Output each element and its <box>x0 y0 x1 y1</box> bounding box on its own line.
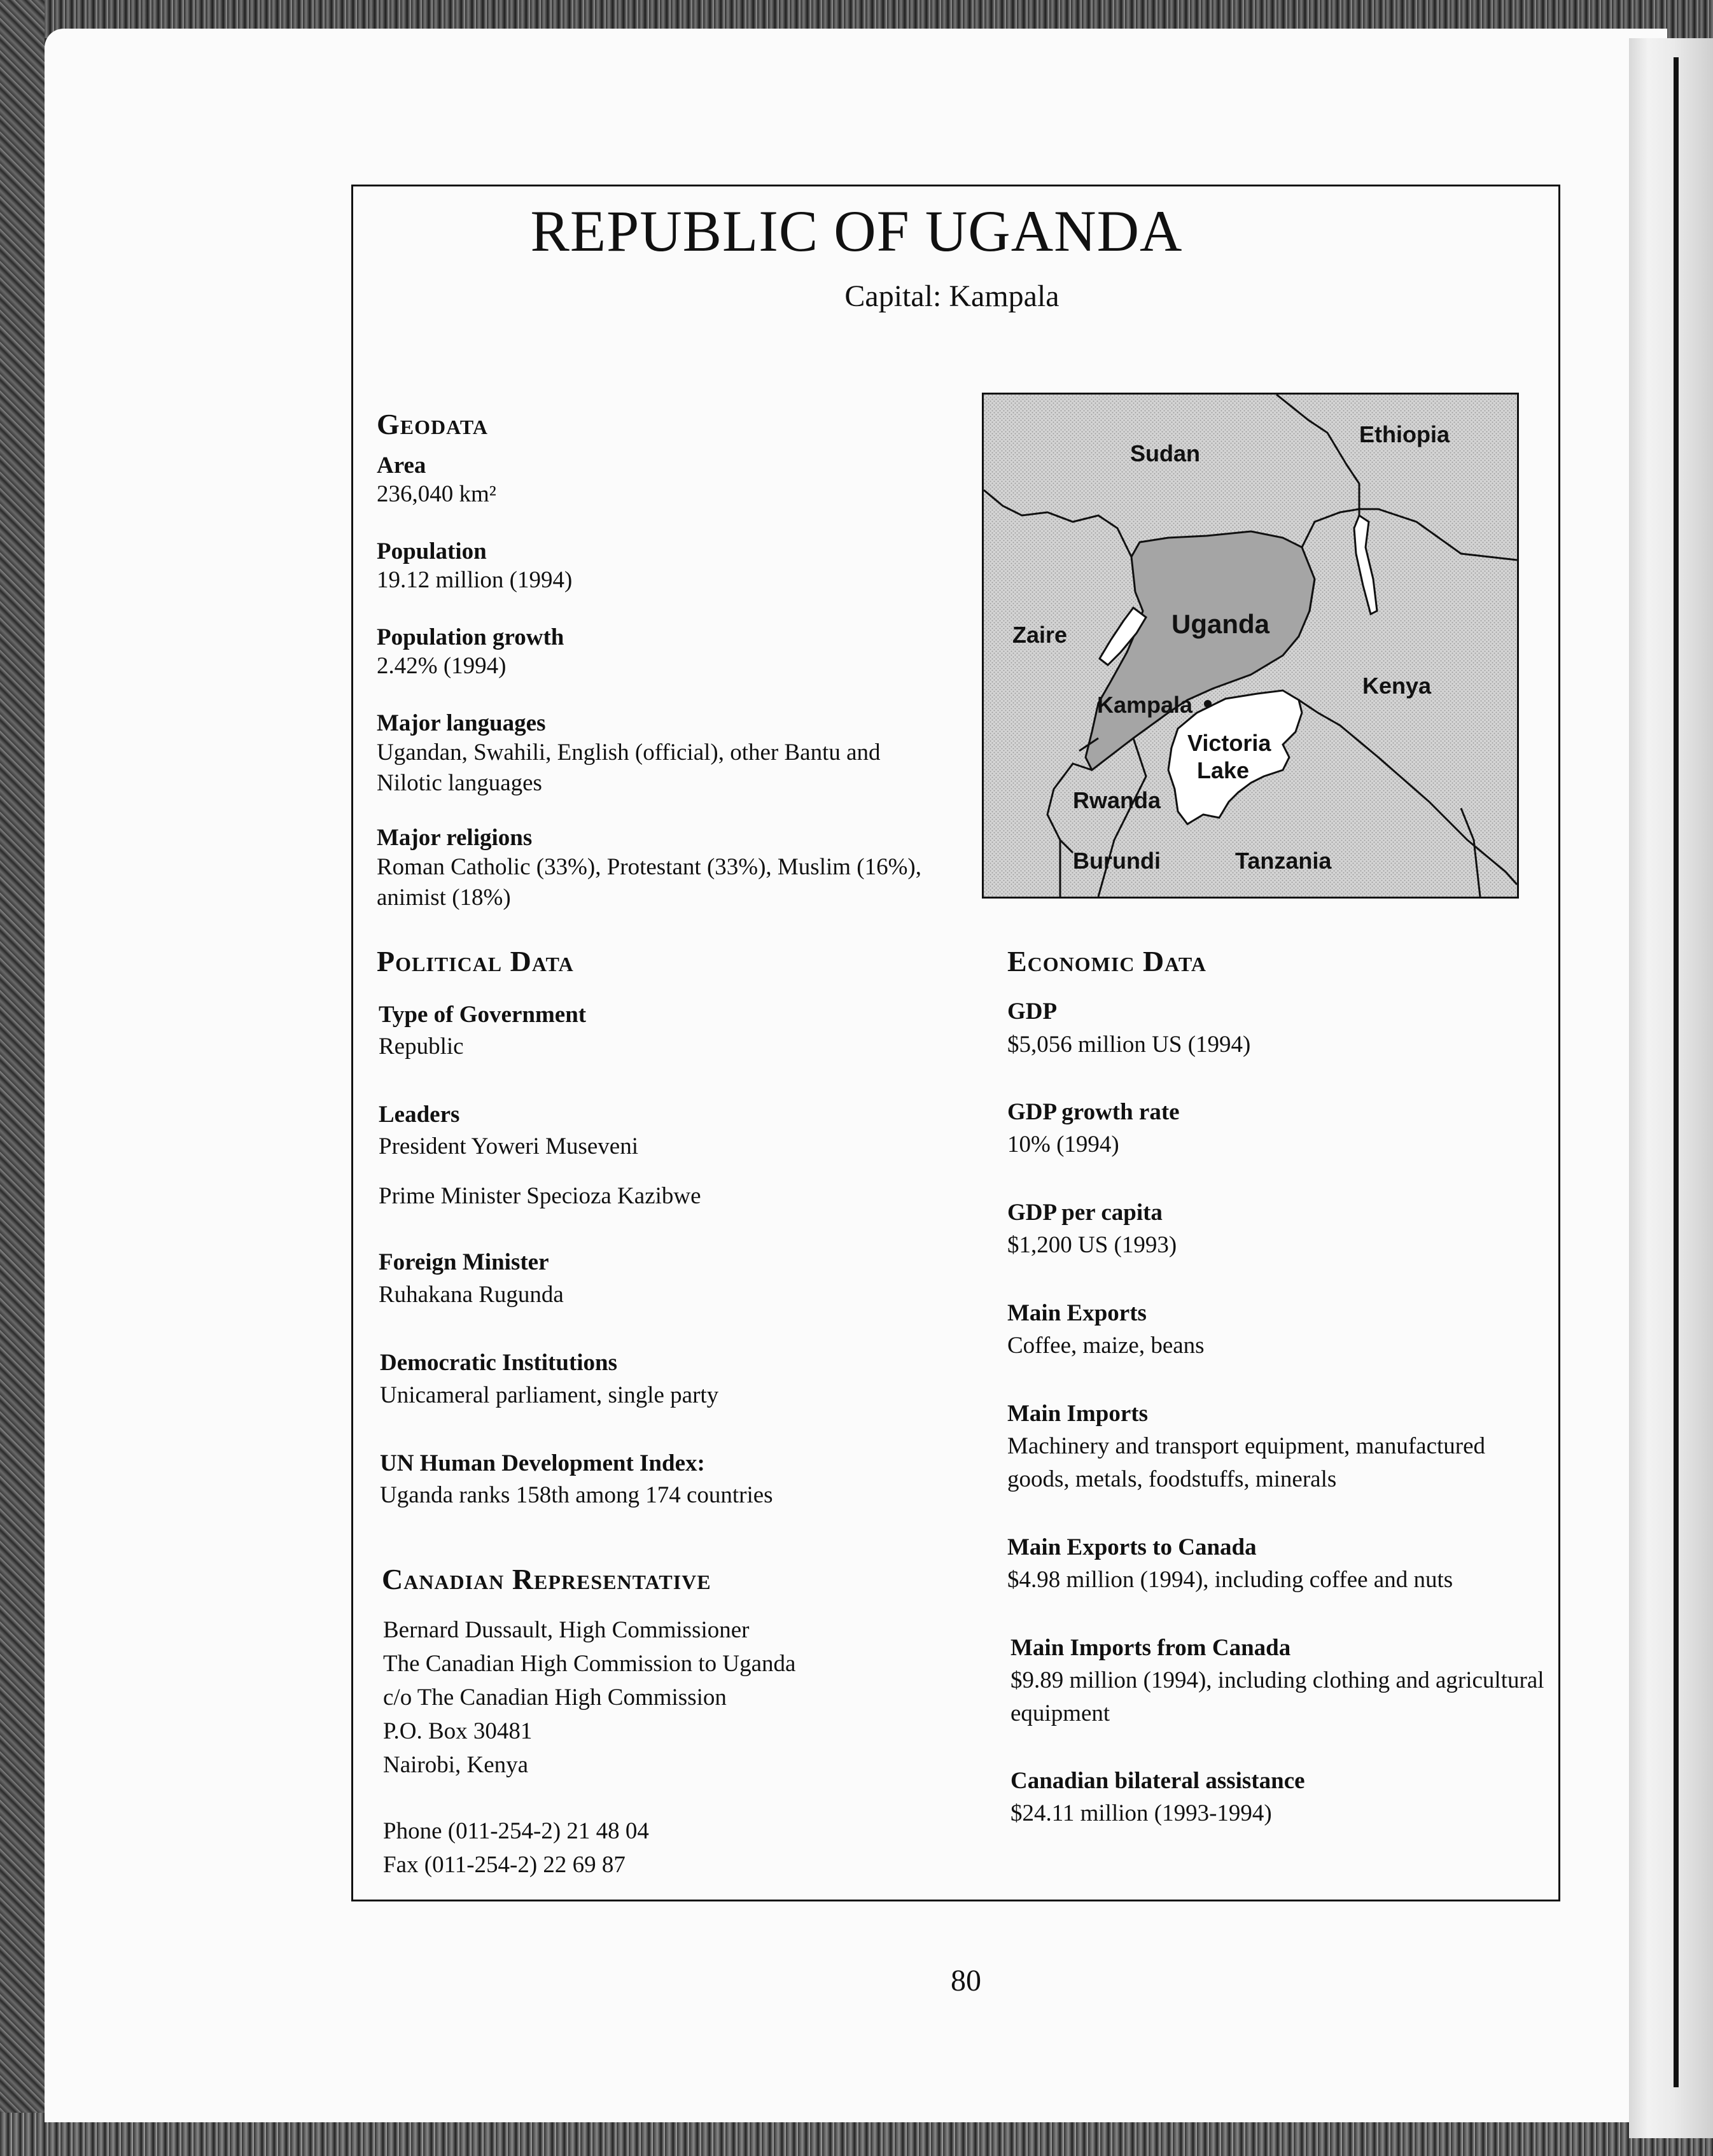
foreign-minister-value: Ruhakana Rugunda <box>379 1282 564 1308</box>
main-imports-value-line: Machinery and transport equipment, manufactured <box>1007 1433 1486 1459</box>
gdp-growth-value: 10% (1994) <box>1007 1131 1119 1158</box>
map-label-kenya: Kenya <box>1362 673 1432 699</box>
religions-value-line: Roman Catholic (33%), Protestant (33%), Muslim (16%), <box>377 854 922 880</box>
geodata-heading: Geodata <box>377 408 488 440</box>
scan-edge-left <box>0 0 45 2156</box>
canadian-rep-phone: Phone (011-254-2) 21 48 04 <box>383 1818 649 1844</box>
exports-to-canada-label: Main Exports to Canada <box>1007 1534 1257 1560</box>
government-type-value: Republic <box>379 1033 464 1060</box>
democratic-institutions-value: Unicameral parliament, single party <box>380 1382 719 1408</box>
main-exports-value: Coffee, maize, beans <box>1007 1333 1205 1359</box>
exports-to-canada-value: $4.98 million (1994), including coffee and nuts <box>1007 1567 1453 1593</box>
population-growth-value: 2.42% (1994) <box>377 653 507 679</box>
map-label-lake: Lake <box>1197 757 1250 783</box>
map-label-zaire: Zaire <box>1012 622 1068 648</box>
kampala-dot <box>1204 700 1212 708</box>
hdi-label: UN Human Development Index: <box>380 1450 705 1476</box>
main-imports-label: Main Imports <box>1007 1401 1148 1427</box>
main-imports-value-line: goods, metals, foodstuffs, minerals <box>1007 1466 1337 1492</box>
main-exports-label: Main Exports <box>1007 1300 1147 1326</box>
leaders-president: President Yoweri Museveni <box>379 1133 639 1159</box>
languages-value-line: Ugandan, Swahili, English (official), other Bantu and <box>377 739 881 766</box>
government-type-label: Type of Government <box>379 1002 587 1028</box>
religions-value-line: animist (18%) <box>377 885 511 911</box>
map-label-kampala: Kampala <box>1097 692 1193 718</box>
canadian-rep-address-line: P.O. Box 30481 <box>383 1718 533 1744</box>
canadian-rep-address-line: c/o The Canadian High Commission <box>383 1684 727 1711</box>
political-heading: Political Data <box>377 945 574 977</box>
languages-value-line: Nilotic languages <box>377 770 542 796</box>
canadian-rep-fax: Fax (011-254-2) 22 69 87 <box>383 1852 626 1878</box>
imports-from-canada-label: Main Imports from Canada <box>1010 1635 1291 1661</box>
map-label-victoria: Victoria <box>1187 730 1271 756</box>
map-svg <box>984 395 1517 897</box>
population-value: 19.12 million (1994) <box>377 567 573 593</box>
page-title: REPUBLIC OF UGANDA <box>530 199 1183 263</box>
leaders-label: Leaders <box>379 1102 460 1128</box>
bilateral-assistance-value: $24.11 million (1993-1994) <box>1010 1800 1272 1826</box>
map-label-rwanda: Rwanda <box>1073 787 1161 813</box>
canadian-rep-address-line: Bernard Dussault, High Commissioner <box>383 1617 750 1643</box>
imports-from-canada-value-line: $9.89 million (1994), including clothing and agricultural <box>1010 1667 1544 1693</box>
religions-label: Major religions <box>377 825 533 851</box>
map-label-tanzania: Tanzania <box>1235 848 1332 874</box>
gdp-per-capita-value: $1,200 US (1993) <box>1007 1232 1177 1258</box>
bilateral-assistance-label: Canadian bilateral assistance <box>1010 1768 1305 1794</box>
gdp-label: GDP <box>1007 998 1058 1025</box>
gdp-per-capita-label: GDP per capita <box>1007 1200 1163 1226</box>
capital-subtitle: Capital: Kampala <box>844 279 1059 313</box>
leaders-prime-minister: Prime Minister Specioza Kazibwe <box>379 1183 701 1209</box>
democratic-institutions-label: Democratic Institutions <box>380 1350 618 1376</box>
book-binding <box>1629 38 1713 2138</box>
canadian-rep-address-line: The Canadian High Commission to Uganda <box>383 1651 796 1677</box>
imports-from-canada-value-line: equipment <box>1010 1700 1110 1726</box>
map-label-ethiopia: Ethiopia <box>1359 421 1450 447</box>
languages-label: Major languages <box>377 710 546 736</box>
map-label-sudan: Sudan <box>1130 440 1201 466</box>
economic-heading: Economic Data <box>1007 945 1206 977</box>
hdi-value: Uganda ranks 158th among 174 countries <box>380 1482 773 1508</box>
area-value: 236,040 km² <box>377 481 496 507</box>
gdp-growth-label: GDP growth rate <box>1007 1099 1180 1125</box>
canadian-rep-address-line: Nairobi, Kenya <box>383 1752 529 1778</box>
canadian-rep-heading: Canadian Representative <box>382 1563 711 1595</box>
page-number: 80 <box>951 1964 981 1998</box>
area-label: Area <box>377 452 426 479</box>
map-label-uganda: Uganda <box>1171 609 1270 639</box>
population-growth-label: Population growth <box>377 624 564 650</box>
foreign-minister-label: Foreign Minister <box>379 1249 549 1275</box>
gdp-value: $5,056 million US (1994) <box>1007 1032 1251 1058</box>
map-label-burundi: Burundi <box>1073 848 1161 874</box>
population-label: Population <box>377 538 487 564</box>
uganda-map <box>982 393 1519 899</box>
